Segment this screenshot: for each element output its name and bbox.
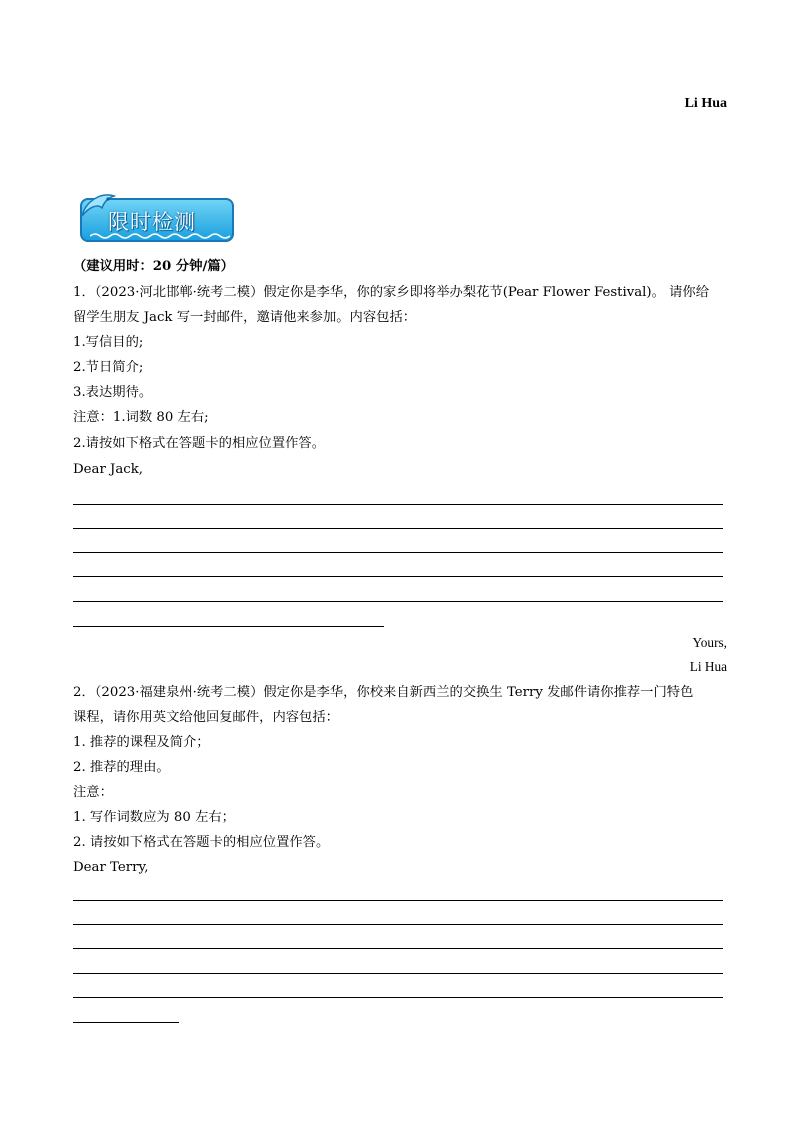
q1-salutation: Dear Jack,	[73, 462, 144, 477]
answer-line	[73, 900, 723, 901]
q2-point-2: 2. 推荐的理由。	[73, 760, 170, 775]
answer-line	[73, 973, 723, 974]
q2-prompt-line1: 2．（2023·福建泉州·统考二模）假定你是李华，你校来自新西兰的交换生 Terry 发邮件请你推荐一门特色	[73, 685, 694, 700]
answer-line	[73, 601, 723, 602]
q1-note-1: 注意：1.词数 80 左右;	[73, 410, 209, 425]
answer-line	[73, 626, 384, 627]
q2-salutation: Dear Terry,	[73, 860, 149, 875]
answer-line	[73, 1022, 179, 1023]
q1-prompt-line1: 1．（2023·河北邯郸·统考二模）假定你是李华，你的家乡即将举办梨花节(Pear Flower Festival)。 请你给	[73, 285, 710, 300]
answer-line	[73, 528, 723, 529]
q2-point-1: 1. 推荐的课程及简介；	[73, 735, 210, 750]
answer-line	[73, 997, 723, 998]
q1-note-2: 2.请按如下格式在答题卡的相应位置作答。	[73, 436, 326, 451]
q1-signature: Li Hua	[689, 659, 727, 674]
q2-note-label: 注意：	[73, 785, 113, 800]
answer-line	[73, 552, 723, 553]
q2-prompt-line2: 课程，请你用英文给他回复邮件，内容包括：	[73, 710, 339, 725]
answer-line	[73, 924, 723, 925]
time-note: （建议用时：20 分钟/篇）	[73, 259, 234, 274]
banner-title: 限时检测	[108, 210, 196, 234]
q1-closing: Yours,	[692, 635, 727, 650]
q2-note-1: 1. 写作词数应为 80 左右；	[73, 810, 235, 825]
q2-note-2: 2. 请按如下格式在答题卡的相应位置作答。	[73, 835, 330, 850]
answer-line	[73, 504, 723, 505]
q1-prompt-line2: 留学生朋友 Jack 写一封邮件，邀请他来参加。内容包括：	[73, 310, 417, 325]
section-banner	[76, 186, 238, 246]
q1-point-3: 3.表达期待。	[73, 385, 153, 400]
q1-point-1: 1.写信目的;	[73, 335, 144, 350]
q1-point-2: 2.节日简介;	[73, 360, 144, 375]
top-signature: Li Hua	[684, 96, 727, 111]
answer-line	[73, 576, 723, 577]
answer-line	[73, 948, 723, 949]
